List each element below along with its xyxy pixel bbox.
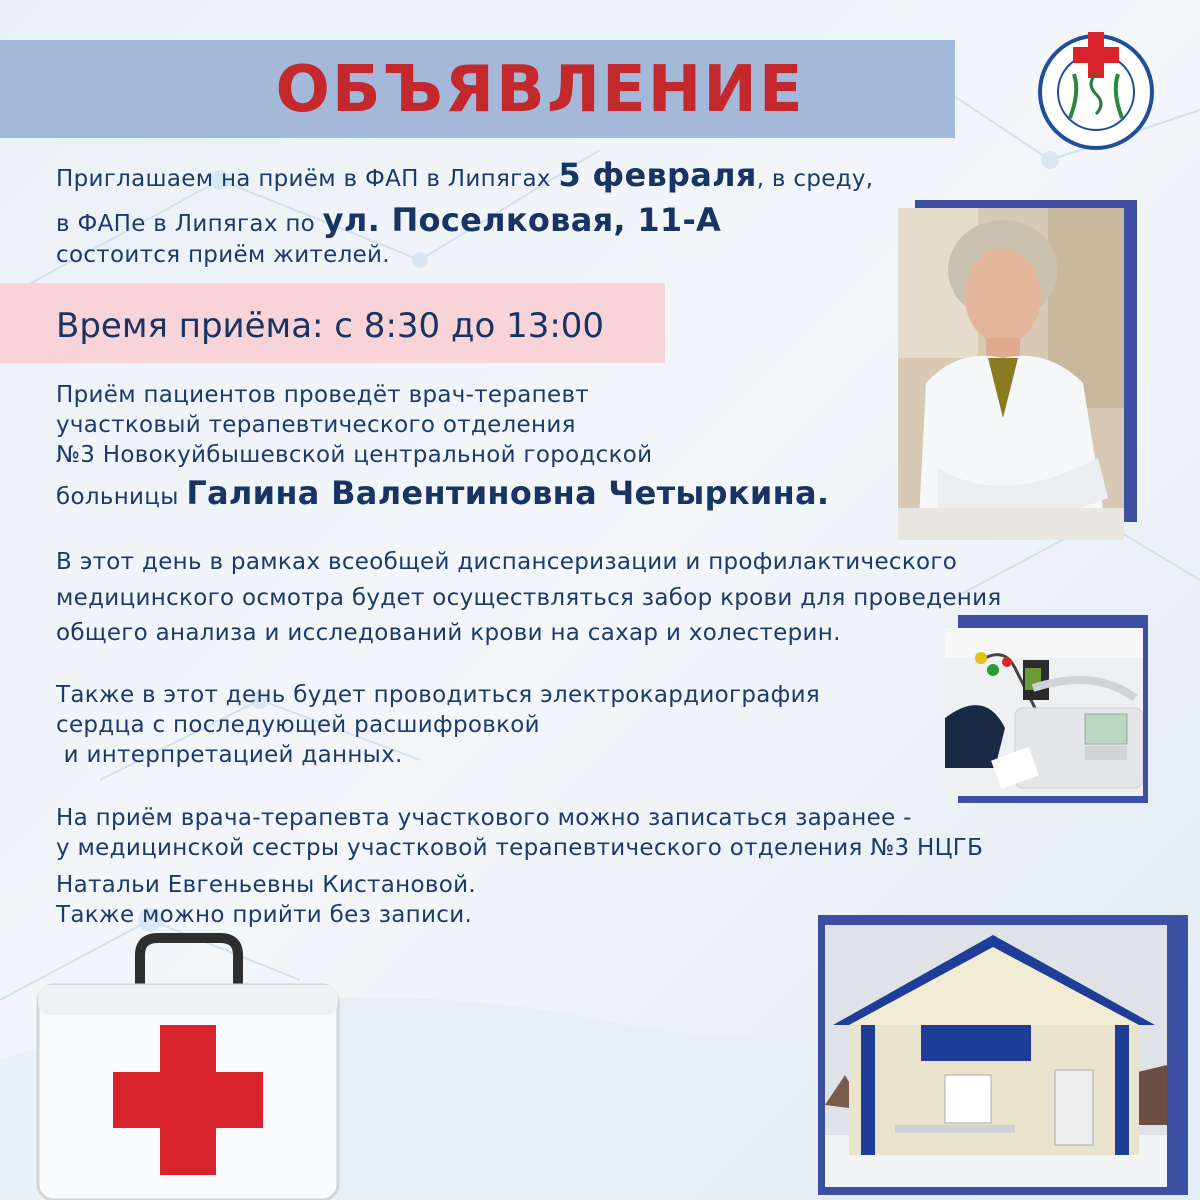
hospital-logo <box>1030 22 1162 154</box>
reception-date: 5 февраля <box>558 156 757 194</box>
doctor-line-3: №3 Новокуйбышевской центральной городской <box>56 442 653 468</box>
ecg-line-2: сердца с последующей расшифровкой <box>56 712 540 738</box>
hospital-emblem-icon <box>1030 22 1162 154</box>
reception-address: ул. Поселковая, 11-А <box>322 201 722 239</box>
doctor-line-1: Приём пациентов проведёт врач-терапевт <box>56 382 590 408</box>
doctor-line-4: больницы Галина Валентиновна Четыркина. <box>56 474 830 512</box>
signup-line-4: Также можно прийти без записи. <box>56 902 473 928</box>
doctor-name: Галина Валентиновна Четыркина. <box>186 474 830 512</box>
signup-line-3: Натальи Евгеньевны Кистановой. <box>56 872 476 898</box>
doctor-line-2: участковый терапевтического отделения <box>56 412 576 438</box>
signup-line-1: На приём врача-терапевта участкового можно записаться заранее - <box>56 805 912 831</box>
ecg-machine-photo <box>945 628 1143 796</box>
ecg-line-3: и интерпретацией данных. <box>56 742 403 768</box>
first-aid-kit-icon <box>30 930 345 1200</box>
ecg-line-1: Также в этот день будет проводиться электрокардиография <box>56 682 820 708</box>
intro-line-2: в ФАПе в Липягах по ул. Поселковая, 11-А <box>56 201 722 239</box>
signup-line-2: у медицинской сестры участковой терапевтического отделения №3 НЦГБ <box>56 835 984 861</box>
blood-line-1: В этот день в рамках всеобщей диспансеризации и профилактического <box>56 549 958 575</box>
doctor-photo <box>898 208 1124 540</box>
reception-time: Время приёма: с 8:30 до 13:00 <box>56 306 605 346</box>
intro-line-3: состоится приём жителей. <box>56 242 390 268</box>
blood-line-3: общего анализа и исследований крови на сахар и холестерин. <box>56 620 841 646</box>
fap-building-photo <box>825 925 1167 1187</box>
intro-line-1: Приглашаем на приём в ФАП в Липягах 5 февраля, в среду, <box>56 156 874 194</box>
blood-line-2: медицинского осмотра будет осуществляться забор крови для проведения <box>56 585 1002 611</box>
page-title: ОБЪЯВЛЕНИЕ <box>275 53 805 127</box>
